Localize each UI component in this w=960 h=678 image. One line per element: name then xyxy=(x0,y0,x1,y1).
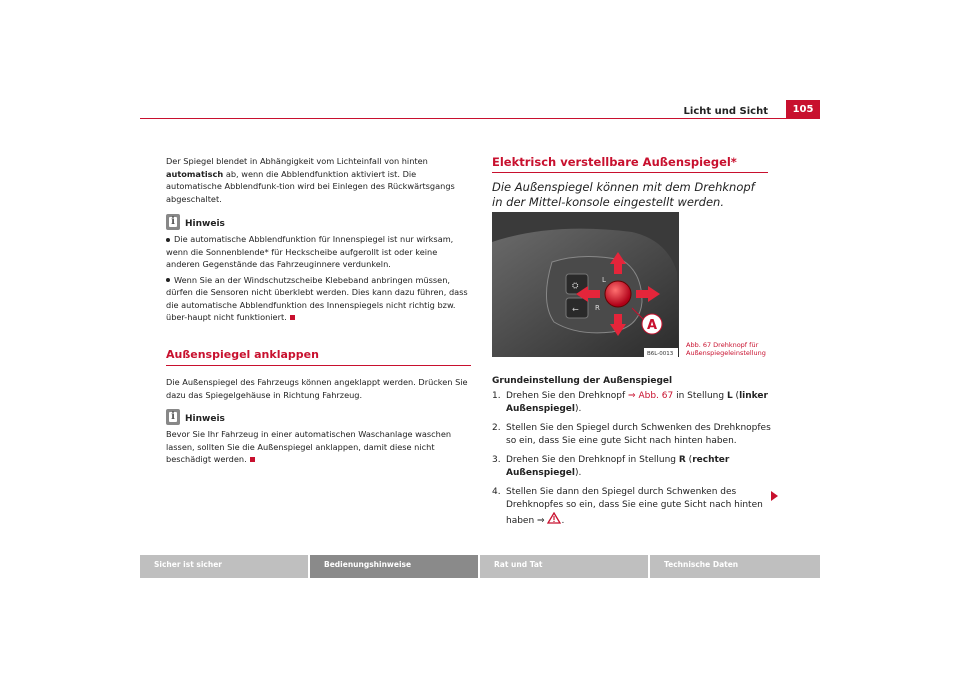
note-icon xyxy=(166,214,180,230)
section-verstellbar xyxy=(492,155,768,210)
step-3-position: R xyxy=(678,455,686,465)
footer-tab-sicher[interactable]: Sicher ist sicher xyxy=(140,555,308,578)
svg-text:R: R xyxy=(595,304,600,312)
figure-caption xyxy=(686,341,766,357)
step-3-paren: ( xyxy=(685,455,693,465)
caption-line-1: Abb. 67 Drehknopf für xyxy=(686,341,759,349)
hinweis-bullet-1 xyxy=(166,233,471,271)
xref-arrow-icon: ⇒ xyxy=(537,516,545,526)
section-title-anklappen: Außenspiegel anklappen xyxy=(166,347,319,361)
section-rule xyxy=(492,172,768,173)
svg-text:←: ← xyxy=(572,305,579,314)
header-rule xyxy=(140,118,820,119)
footer-tab-rat[interactable]: Rat und Tat xyxy=(480,555,648,578)
hinweis-label-1: Hinweis xyxy=(185,218,225,229)
hinweis-bullet-1-text: Die automatische Abblendfunktion für Innenspiegel ist nur wirksam, wenn die Sonnenblende* für Heckscheibe aufgerollt ist oder keine anderen Gegenstände das Fahrzeuginnere verdunkeln. xyxy=(166,234,454,269)
step-2-text: Stellen Sie den Spiegel durch Schwenken des Drehknopfes so ein, dass Sie eine gute Sicht nach hinten haben. xyxy=(506,423,771,446)
end-mark-icon xyxy=(290,315,295,320)
step-4-end: . xyxy=(561,516,565,526)
step-list xyxy=(492,390,782,528)
step-1-mid: in Stellung xyxy=(673,391,727,401)
warning-icon[interactable] xyxy=(547,512,561,524)
xref-text: Abb. 67 xyxy=(638,391,674,401)
step-3 xyxy=(492,454,782,480)
continue-arrow-icon xyxy=(771,491,778,501)
hinweis-label-2: Hinweis xyxy=(185,413,225,424)
control-knob-illustration xyxy=(492,212,679,357)
figure-reference-link[interactable] xyxy=(628,391,673,401)
intro-paragraph xyxy=(166,155,471,205)
hinweis-bullet-2 xyxy=(166,274,471,324)
footer-tab-bedienung[interactable]: Bedienungshinweise xyxy=(310,555,478,578)
step-1-text: Drehen Sie den Drehknopf xyxy=(506,391,629,401)
step-number: 1. xyxy=(492,391,501,401)
step-2 xyxy=(492,422,782,448)
hinweis-bullet-2-text: Wenn Sie an der Windschutzscheibe Klebeband anbringen müssen, dürfen die Sensoren nicht überklebt werden. Dies kann dazu führen, dass die automatische Abblendfunktion des Innenspiegels nicht richtig bzw. über-haupt nicht funktioniert. xyxy=(166,274,468,322)
step-1-paren: ( xyxy=(732,391,740,401)
svg-text:L: L xyxy=(602,276,606,284)
step-number: 2. xyxy=(492,423,501,433)
step-3-text: Drehen Sie den Drehknopf in Stellung xyxy=(506,455,679,465)
step-number: 3. xyxy=(492,455,501,465)
page-number: 105 xyxy=(786,100,820,119)
step-4 xyxy=(492,486,782,528)
hinweis-heading-2 xyxy=(166,409,471,425)
bullet-icon xyxy=(166,278,170,282)
step-1 xyxy=(492,390,782,416)
figure-control-knob xyxy=(492,212,679,357)
bullet-icon xyxy=(166,238,170,242)
note-icon xyxy=(166,409,180,425)
intro-text-pre: Der Spiegel blendet in Abhängigkeit vom Lichteinfall von hinten xyxy=(166,156,428,166)
footer-tab-technik[interactable]: Technische Daten xyxy=(650,555,820,578)
svg-text:⛭: ⛭ xyxy=(572,281,579,290)
step-1-position-name: linker Außenspiegel xyxy=(506,391,768,414)
instructions xyxy=(492,375,782,534)
step-number: 4. xyxy=(492,487,501,497)
intro-text-bold: automatisch xyxy=(166,168,224,179)
xref-arrow-icon: ⇒ xyxy=(628,391,636,401)
hinweis-heading-1 xyxy=(166,214,471,230)
step-1-end: ). xyxy=(574,404,582,414)
step-4-text: Stellen Sie dann den Spiegel durch Schwenken des Drehknopfes so ein, dass Sie eine gute Sicht nach hinten haben xyxy=(506,487,763,526)
caption-line-2: Außenspiegeleinstellung xyxy=(686,349,766,357)
hinweis-2-text-body: Bevor Sie Ihr Fahrzeug in einer automatischen Waschanlage waschen lassen, sollten Sie die Außenspiegel anklappen, damit diese nicht beschädigt werden. xyxy=(166,429,452,464)
figure-label-a: A xyxy=(647,318,658,333)
subheading: Grundeinstellung der Außenspiegel xyxy=(492,376,673,386)
section-title-verstellbar: Elektrisch verstellbare Außenspiegel* xyxy=(492,155,737,169)
hinweis-2-text xyxy=(166,428,471,466)
section-rule xyxy=(166,365,471,366)
lead-text: Die Außenspiegel können mit dem Drehknopf in der Mittel-konsole eingestellt werden. xyxy=(492,180,755,209)
left-column xyxy=(166,155,471,466)
step-3-end: ). xyxy=(574,468,582,478)
section-anklappen xyxy=(166,349,471,367)
step-1-position: L xyxy=(726,391,733,401)
running-header-title: Licht und Sicht xyxy=(683,106,768,117)
intro-text-post: ab, wenn die Abblendfunktion aktiviert ist. Die automatische Abblendfunk-tion wird bei Einlegen des Rückwärtsgangs abgeschaltet. xyxy=(166,168,455,204)
step-3-position-name: rechter Außenspiegel xyxy=(506,455,730,478)
figure-code: B6L-0013 xyxy=(647,351,674,357)
end-mark-icon xyxy=(250,457,255,462)
section-text-anklappen: Die Außenspiegel des Fahrzeugs können angeklappt werden. Drücken Sie dazu das Spiegelgehäuse in Richtung Fahrzeug. xyxy=(166,377,468,400)
